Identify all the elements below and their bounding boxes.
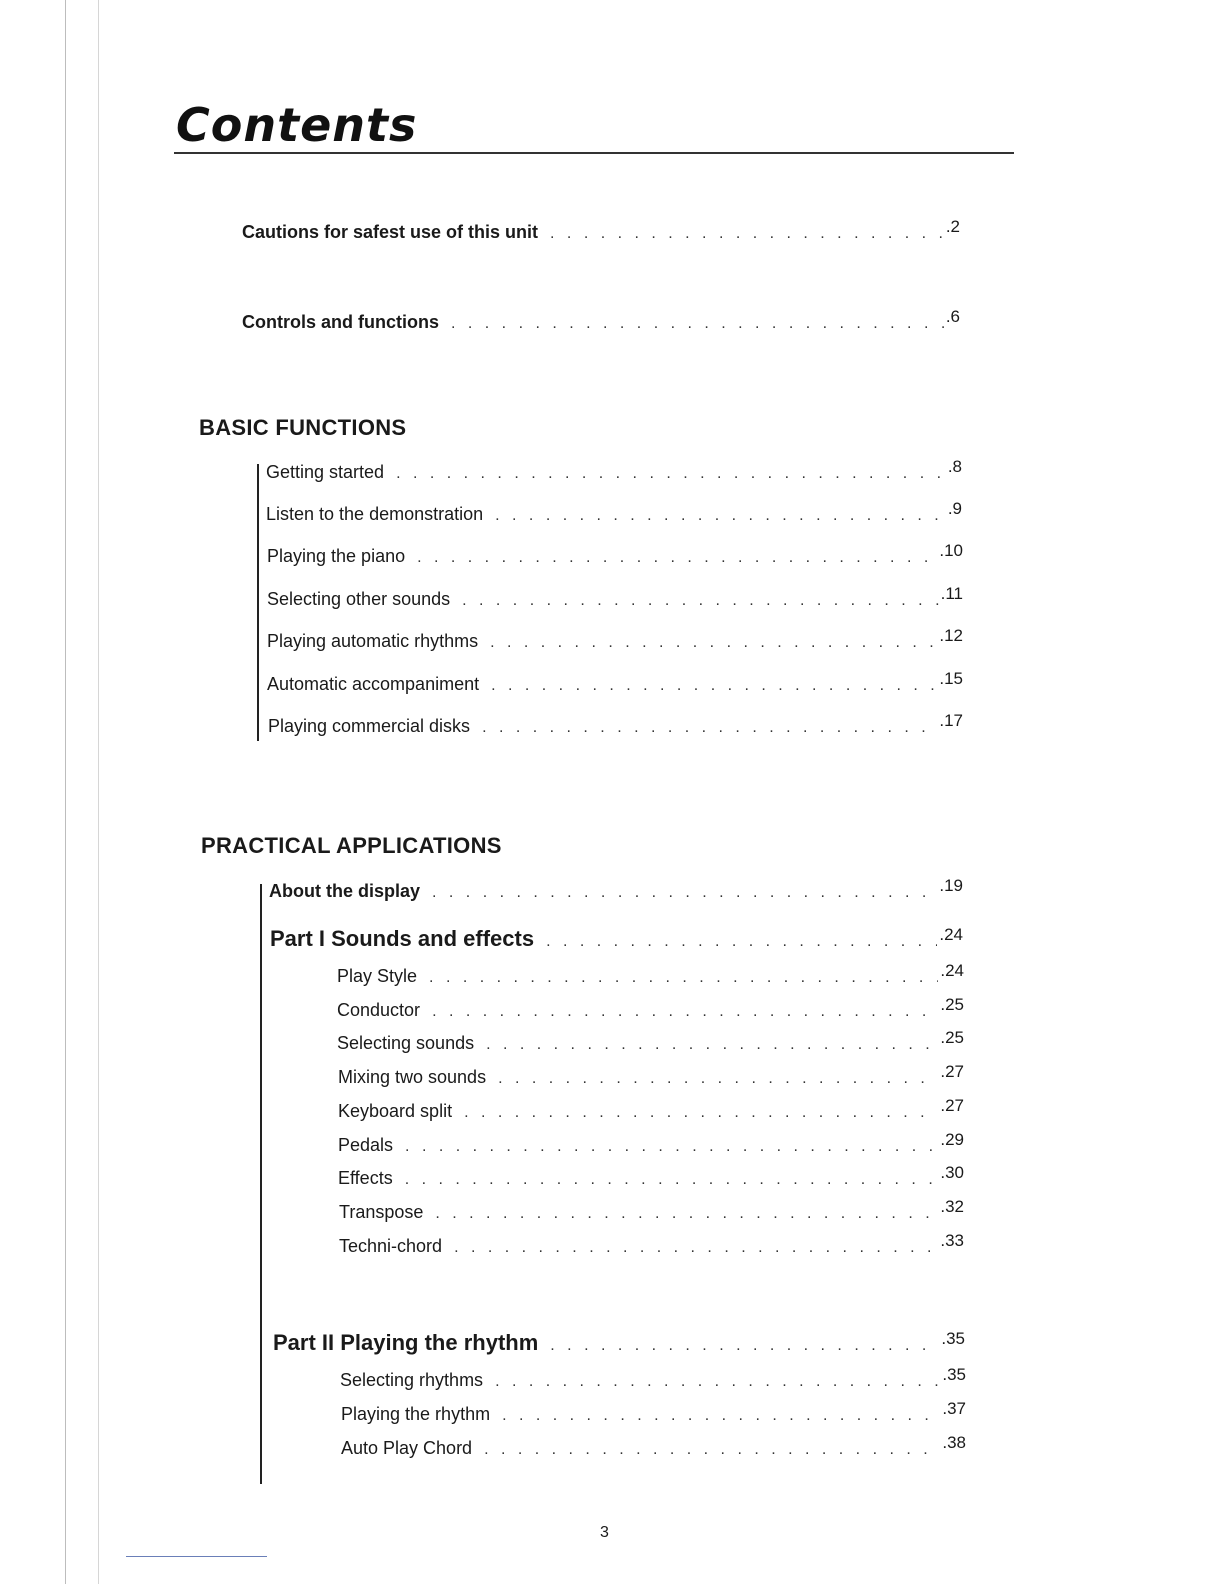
leader-dots (495, 507, 946, 525)
toc-entry-label: Part I Sounds and effects (270, 926, 535, 951)
toc-entry-label: Mixing two sounds (338, 1067, 487, 1087)
toc-subentry[interactable] (340, 1365, 966, 1391)
toc-subentry[interactable] (337, 1028, 964, 1054)
title-underline (174, 152, 1014, 154)
toc-entry-page: .30 (940, 1163, 964, 1182)
toc-subentry[interactable] (338, 1163, 964, 1189)
toc-entry-page: .37 (942, 1399, 966, 1418)
toc-entry-label: Selecting other sounds (267, 589, 451, 609)
toc-entry-page: .25 (940, 1028, 964, 1047)
toc-entry-label: Effects (338, 1168, 393, 1188)
section-heading-practical: PRACTICAL APPLICATIONS (201, 833, 502, 858)
leader-dots (491, 677, 937, 695)
leader-dots (432, 1003, 938, 1021)
toc-entry-page: .27 (940, 1096, 964, 1115)
leader-dots (405, 1138, 938, 1156)
toc-entry-cautions[interactable] (242, 217, 960, 243)
page-title: Contents (176, 98, 418, 152)
toc-entry-page: .35 (942, 1365, 966, 1384)
toc-entry-label: Play Style (337, 966, 418, 986)
toc-entry-label: Transpose (339, 1202, 424, 1222)
toc-entry-label: Playing automatic rhythms (267, 631, 479, 651)
section-bracket-basic (257, 464, 259, 741)
leader-dots (417, 549, 937, 567)
leader-dots (490, 634, 937, 652)
leader-dots (484, 1441, 940, 1459)
toc-entry-page: .10 (939, 541, 963, 560)
toc-entry-page: .12 (939, 626, 963, 645)
toc-entry-page: .32 (940, 1197, 964, 1216)
toc-entry-label: Pedals (338, 1135, 394, 1155)
toc-subentry[interactable] (337, 961, 964, 987)
toc-subentry[interactable] (338, 1130, 964, 1156)
toc-entry-label: Part II Playing the rhythm (273, 1330, 539, 1355)
toc-entry-label: Getting started (266, 462, 385, 482)
toc-entry[interactable] (266, 457, 962, 483)
leader-dots (451, 315, 944, 333)
leader-dots (435, 1205, 938, 1223)
toc-subentry[interactable] (341, 1399, 966, 1425)
toc-entry-about-display[interactable] (269, 876, 963, 902)
toc-entry-page: .27 (940, 1062, 964, 1081)
toc-entry-label: Auto Play Chord (341, 1438, 473, 1458)
leader-dots (482, 719, 937, 737)
toc-entry-page: .8 (947, 457, 962, 476)
leader-dots (546, 933, 937, 951)
toc-entry-controls[interactable] (242, 307, 960, 333)
toc-entry[interactable] (267, 584, 963, 610)
toc-entry-part2[interactable] (273, 1330, 965, 1356)
toc-entry-label: Playing the piano (267, 546, 406, 566)
leader-dots (498, 1070, 938, 1088)
leader-dots (462, 592, 939, 610)
toc-entry[interactable] (266, 499, 962, 525)
toc-entry[interactable] (267, 626, 963, 652)
toc-entry-page: .24 (939, 925, 963, 944)
toc-entry-label: Conductor (337, 1000, 421, 1020)
toc-entry-part1[interactable] (270, 926, 963, 952)
toc-entry-page: .38 (942, 1433, 966, 1452)
toc-entry-label: Listen to the demonstration (266, 504, 484, 524)
toc-entry-label: About the display (269, 881, 421, 901)
toc-entry-page: .9 (947, 499, 962, 518)
toc-entry[interactable] (267, 541, 963, 567)
leader-dots (405, 1171, 939, 1189)
leader-dots (550, 1337, 939, 1355)
toc-subentry[interactable] (339, 1231, 964, 1257)
toc-entry-page: .17 (939, 711, 963, 730)
toc-entry-page: .33 (940, 1231, 964, 1250)
toc-entry[interactable] (267, 669, 963, 695)
toc-entry-page: .25 (940, 995, 964, 1014)
toc-subentry[interactable] (341, 1433, 966, 1459)
toc-entry-page: .2 (945, 217, 960, 236)
toc-subentry[interactable] (337, 995, 964, 1021)
toc-entry-label: Cautions for safest use of this unit (242, 222, 539, 242)
page-number: 3 (600, 1524, 609, 1541)
toc-entry-page: .29 (940, 1130, 964, 1149)
toc-entry-label: Selecting sounds (337, 1033, 475, 1053)
toc-subentry[interactable] (338, 1096, 964, 1122)
binding-edge-line-inner (98, 0, 99, 1584)
toc-entry-label: Playing the rhythm (341, 1404, 491, 1424)
toc-entry-page: .24 (940, 961, 964, 980)
leader-dots (495, 1373, 940, 1391)
toc-entry-page: .6 (945, 307, 960, 326)
toc-entry[interactable] (268, 711, 963, 737)
toc-entry-page: .35 (941, 1329, 965, 1348)
binding-edge-line (65, 0, 66, 1584)
toc-entry-label: Automatic accompaniment (267, 674, 480, 694)
toc-entry-label: Techni-chord (339, 1236, 443, 1256)
leader-dots (396, 465, 946, 483)
leader-dots (502, 1407, 940, 1425)
corner-mark (126, 1556, 267, 1557)
toc-entry-label: Controls and functions (242, 312, 439, 332)
toc-entry-page: .11 (940, 584, 963, 603)
toc-entry-label: Playing commercial disks (268, 716, 471, 736)
leader-dots (429, 969, 938, 987)
toc-subentry[interactable] (338, 1062, 964, 1088)
toc-entry-page: .15 (939, 669, 963, 688)
toc-entry-label: Selecting rhythms (340, 1370, 484, 1390)
leader-dots (550, 225, 944, 243)
leader-dots (454, 1239, 938, 1257)
section-heading-basic: BASIC FUNCTIONS (199, 415, 407, 440)
toc-entry-label: Keyboard split (338, 1101, 453, 1121)
leader-dots (432, 884, 937, 902)
toc-entry-page: .19 (939, 876, 963, 895)
leader-dots (486, 1036, 938, 1054)
section-bracket-practical (260, 884, 262, 1484)
leader-dots (464, 1104, 938, 1122)
toc-subentry[interactable] (339, 1197, 964, 1223)
